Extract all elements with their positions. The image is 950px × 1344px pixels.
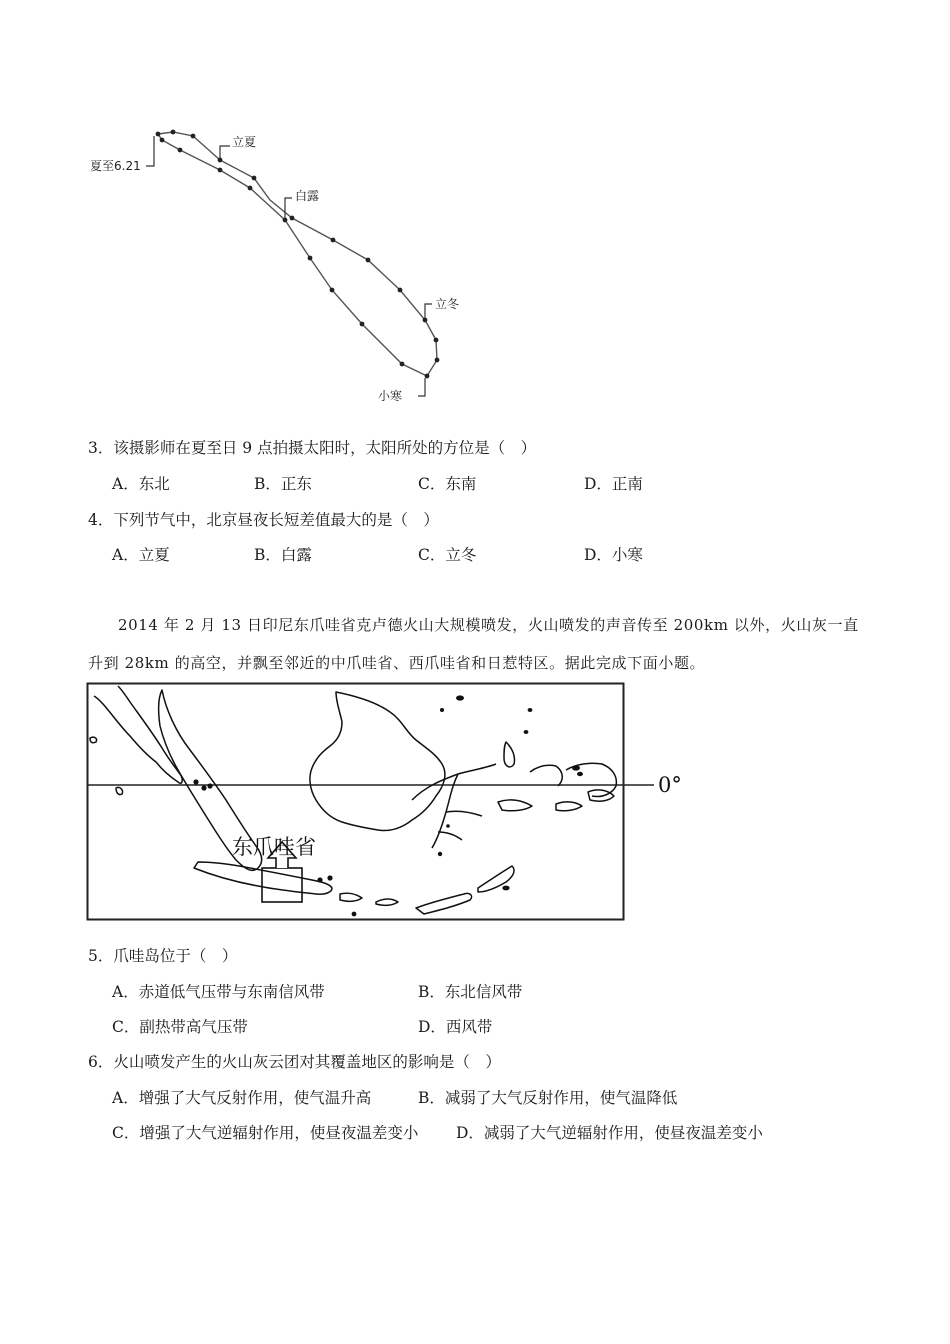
q6-option-d: D．减弱了大气逆辐射作用，使昼夜温差变小 (456, 1124, 763, 1142)
q6-option-b: B．减弱了大气反射作用，使气温降低 (418, 1089, 678, 1107)
q5-option-d: D．西风带 (418, 1018, 493, 1036)
label-minor-cold: 小寒 (378, 389, 403, 403)
q4-option-c: C．立冬 (418, 546, 477, 564)
q3-option-a: A．东北 (112, 475, 170, 493)
label-equator: 0° (658, 773, 682, 797)
q4-option-a: A．立夏 (112, 546, 170, 564)
q4-option-b: B．白露 (254, 546, 312, 564)
indonesia-map (86, 682, 706, 922)
label-start-summer: 立夏 (232, 135, 257, 149)
q4-option-d: D．小寒 (584, 546, 643, 564)
question-4: 4．下列节气中，北京昼夜长短差值最大的是（ ） (88, 511, 439, 529)
q6-option-c: C．增强了大气逆辐射作用，使昼夜温差变小 (112, 1124, 419, 1142)
label-east-java: 东爪哇省 (232, 835, 316, 859)
question-3: 3．该摄影师在夏至日 9 点拍摄太阳时，太阳所处的方位是（ ） (88, 439, 537, 457)
label-summer-solstice: 夏至6.21 (90, 159, 141, 173)
q5-option-c: C．副热带高气压带 (112, 1018, 248, 1036)
question-6: 6．火山喷发产生的火山灰云团对其覆盖地区的影响是（ ） (88, 1053, 501, 1071)
q6-option-a: A．增强了大气反射作用，使气温升高 (112, 1089, 372, 1107)
q3-option-d: D．正南 (584, 475, 643, 493)
label-white-dew: 白露 (295, 189, 320, 203)
label-start-winter: 立冬 (435, 297, 460, 311)
q5-option-a: A．赤道低气压带与东南信风带 (112, 983, 325, 1001)
question-5: 5．爪哇岛位于（ ） (88, 947, 238, 965)
passage-line-2: 升到 28km 的高空，并飘至邻近的中爪哇省、西爪哇省和日惹特区。据此完成下面小题。 (88, 654, 706, 672)
q5-option-b: B．东北信风带 (418, 983, 523, 1001)
passage-line-1: 2014 年 2 月 13 日印尼东爪哇省克卢德火山大规模喷发，火山喷发的声音传至 200km 以外，火山灰一直 (118, 616, 859, 634)
q3-option-b: B．正东 (254, 475, 312, 493)
sun-path-figure (80, 120, 500, 415)
q3-option-c: C．东南 (418, 475, 477, 493)
